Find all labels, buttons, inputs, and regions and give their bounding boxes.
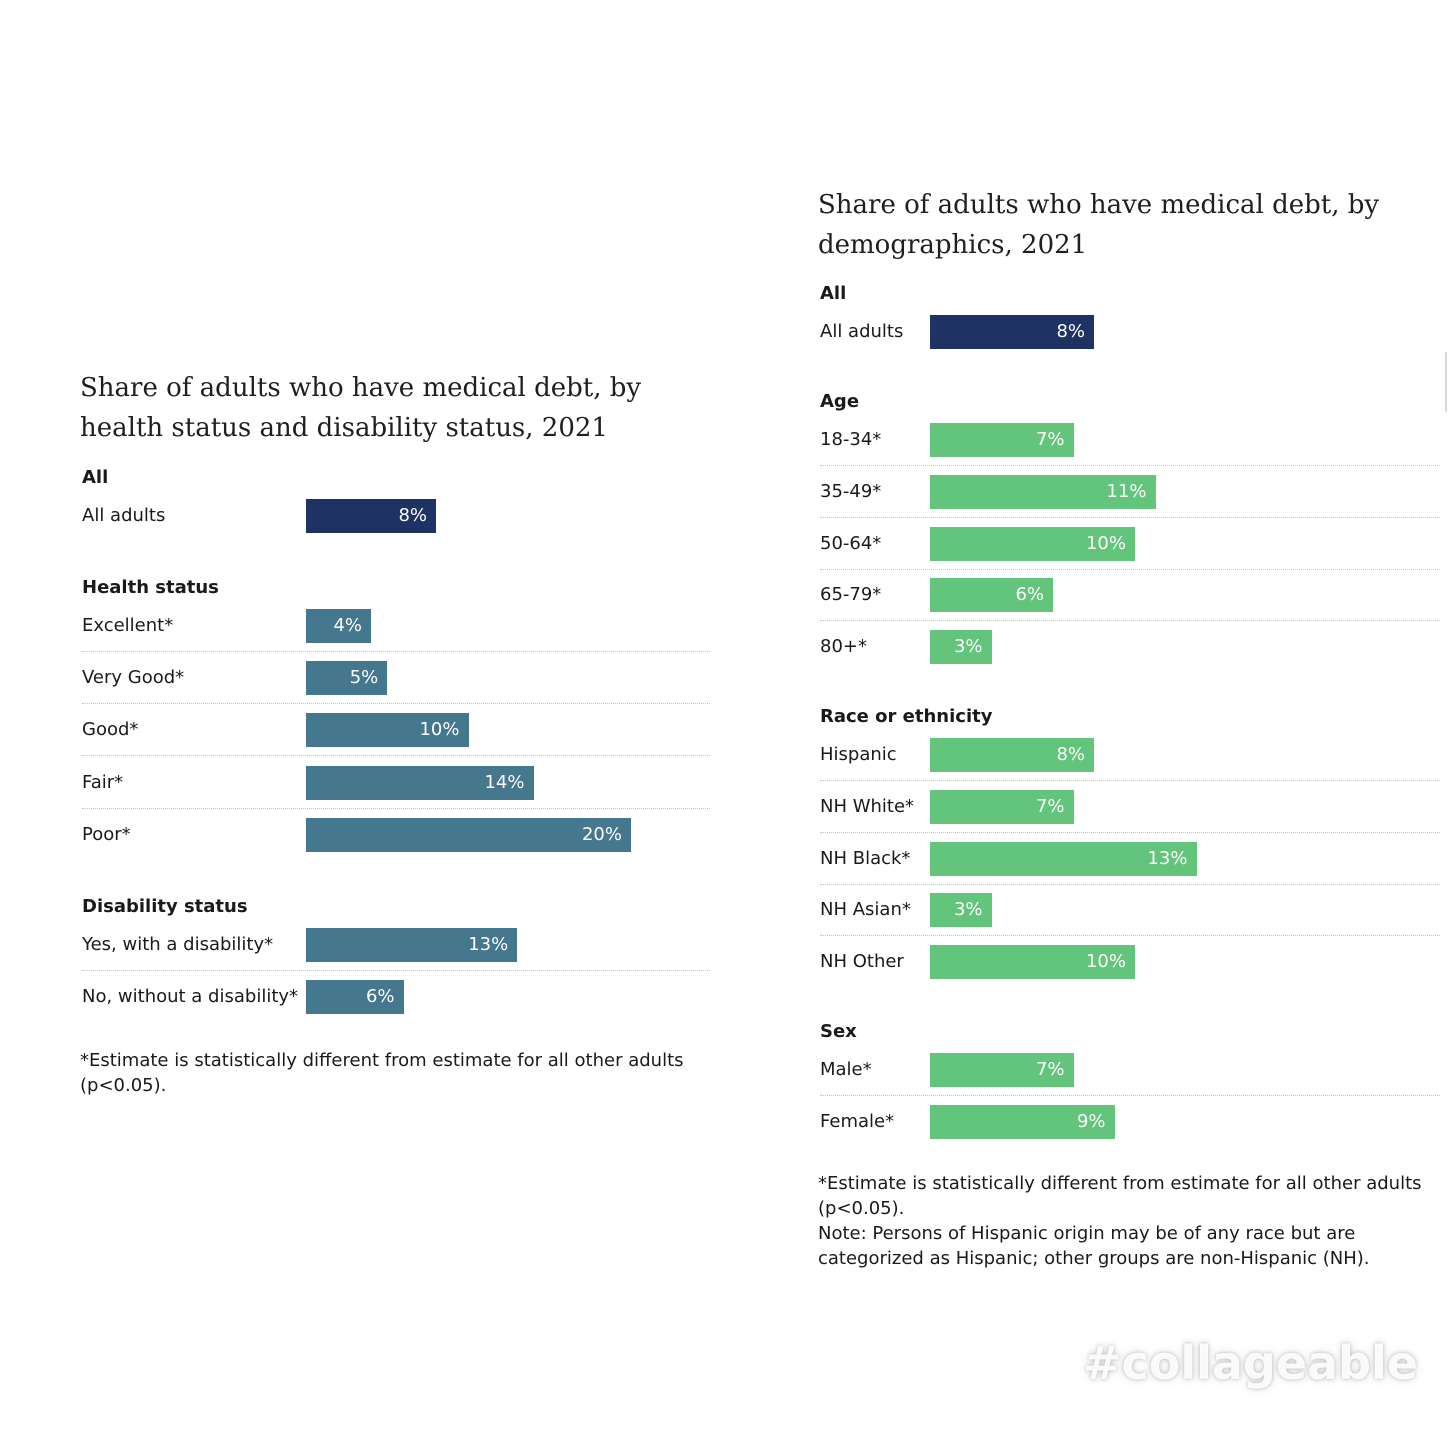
bar-50-64	[930, 527, 1135, 561]
row-divider	[82, 970, 710, 971]
row-divider	[820, 1095, 1440, 1096]
footnote: *Estimate is statistically different from estimate for all other adults (p<0.05).	[818, 1173, 1422, 1219]
value-label: 6%	[365, 986, 395, 1008]
section-title-race-or-ethnicity: Race or ethnicity	[820, 706, 993, 727]
category-label: NH Asian*	[820, 899, 911, 921]
category-label: Very Good*	[82, 667, 185, 689]
value-label: 13%	[1147, 847, 1188, 869]
category-label: Good*	[82, 719, 139, 741]
bar-good	[306, 713, 469, 747]
section-title-all: All	[820, 283, 847, 304]
bar-nh-black	[930, 842, 1197, 876]
category-label: Male*	[820, 1059, 872, 1080]
bar-row	[820, 1105, 1440, 1157]
bar-nh-white	[930, 790, 1074, 824]
section-title-sex: Sex	[820, 1021, 857, 1042]
value-label: 8%	[1056, 744, 1085, 765]
note: Note: Persons of Hispanic origin may be of any race but are categorized as Hispanic; other groups are non-Hispanic (NH).	[818, 1223, 1370, 1269]
value-label: 20%	[581, 823, 622, 845]
category-label: NH White*	[820, 795, 915, 817]
bar-row	[820, 738, 1440, 790]
category-label: NH Black*	[820, 847, 911, 869]
category-label: 50-64*	[820, 532, 882, 554]
bar-row	[82, 609, 710, 661]
bar-row	[820, 1053, 1440, 1105]
bar-35-49	[930, 475, 1156, 509]
bar-nh-other	[930, 945, 1135, 979]
value-label: 11%	[1106, 480, 1147, 502]
value-label: 7%	[1035, 1059, 1065, 1080]
category-label: 18-34*	[820, 429, 882, 450]
value-label: 5%	[349, 667, 379, 689]
value-label: 10%	[419, 719, 460, 741]
bar-row	[820, 578, 1440, 630]
row-divider	[820, 517, 1440, 518]
value-label: 7%	[1035, 795, 1065, 817]
category-label: 80+*	[820, 636, 867, 657]
value-label: 8%	[398, 505, 427, 526]
watermark-logo: #collageable	[1082, 1336, 1418, 1390]
category-label: No, without a disability*	[82, 986, 299, 1008]
value-label: 4%	[333, 615, 362, 636]
row-divider	[82, 755, 710, 756]
bar-row	[820, 945, 1440, 997]
bar-very-good	[306, 661, 387, 695]
bar-nh-asian	[930, 893, 992, 927]
bar-row	[82, 980, 710, 1032]
row-divider	[820, 884, 1440, 885]
category-label: NH Other	[820, 951, 904, 972]
bar-poor	[306, 818, 631, 852]
footnote: *Estimate is statistically different from estimate for all other adults (p<0.05).	[80, 1050, 684, 1096]
bar-no-without-a-disability	[306, 980, 404, 1014]
value-label: 3%	[953, 899, 983, 921]
category-label: Hispanic	[820, 744, 897, 765]
bar-row	[82, 661, 710, 713]
chart-health-disability	[82, 0, 710, 1456]
chart-title: Share of adults who have medical debt, by health status and disability status, 2021	[80, 373, 642, 443]
value-label: 9%	[1076, 1110, 1106, 1132]
bar-row	[82, 766, 710, 818]
bar-row	[820, 423, 1440, 475]
value-label: 8%	[1056, 321, 1085, 342]
row-divider	[82, 808, 710, 809]
category-label: 65-79*	[820, 584, 882, 606]
section-title-disability-status: Disability status	[82, 896, 248, 917]
category-label: Fair*	[82, 771, 124, 793]
edge-divider	[1445, 352, 1447, 412]
row-divider	[82, 651, 710, 652]
row-divider	[820, 780, 1440, 781]
category-label: Excellent*	[82, 615, 174, 636]
value-label: 3%	[953, 636, 983, 657]
bar-row	[820, 893, 1440, 945]
bar-excellent	[306, 609, 371, 643]
value-label: 10%	[1085, 532, 1126, 554]
category-label: Yes, with a disability*	[82, 934, 274, 955]
bar-hispanic	[930, 738, 1094, 772]
value-label: 7%	[1035, 429, 1065, 450]
bar-yes-with-a-disability	[306, 928, 517, 962]
value-label: 14%	[484, 771, 525, 793]
category-label: All adults	[820, 321, 904, 342]
bar-all-adults	[930, 315, 1094, 349]
value-label: 10%	[1085, 951, 1126, 972]
bar-row	[820, 527, 1440, 579]
bar-row	[82, 499, 710, 551]
row-divider	[820, 465, 1440, 466]
row-divider	[820, 569, 1440, 570]
bar-female	[930, 1105, 1115, 1139]
bar-65-79	[930, 578, 1053, 612]
row-divider	[820, 620, 1440, 621]
category-label: Poor*	[82, 823, 131, 845]
bar-18-34	[930, 423, 1074, 457]
value-label: 6%	[1015, 584, 1044, 606]
bar-row	[820, 842, 1440, 894]
value-label: 13%	[468, 934, 509, 955]
category-label: 35-49*	[820, 480, 882, 502]
bar-row	[82, 713, 710, 765]
section-title-health-status: Health status	[82, 577, 219, 598]
section-title-age: Age	[820, 391, 860, 412]
bar-row	[82, 928, 710, 980]
bar-all-adults	[306, 499, 436, 533]
row-divider	[820, 832, 1440, 833]
bar-row	[820, 475, 1440, 527]
chart-title: Share of adults who have medical debt, by demographics, 2021	[818, 190, 1380, 260]
bar-80	[930, 630, 992, 664]
bar-row	[820, 630, 1440, 682]
bar-row	[820, 315, 1440, 367]
chart-demographics	[820, 0, 1440, 1456]
bar-fair	[306, 766, 534, 800]
row-divider	[820, 935, 1440, 936]
bar-row	[82, 818, 710, 870]
category-label: Female*	[820, 1110, 895, 1132]
bar-row	[820, 790, 1440, 842]
bar-male	[930, 1053, 1074, 1087]
category-label: All adults	[82, 505, 166, 526]
section-title-all: All	[82, 467, 109, 488]
row-divider	[82, 703, 710, 704]
